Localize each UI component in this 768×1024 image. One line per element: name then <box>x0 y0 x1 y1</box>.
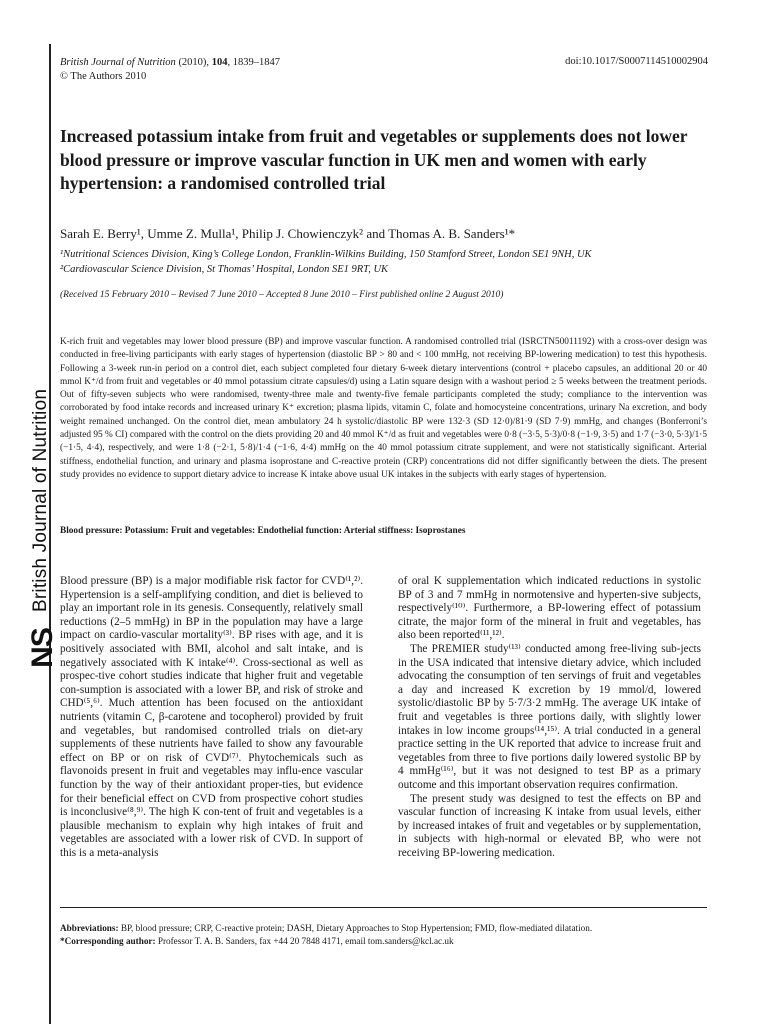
footnotes <box>60 922 707 948</box>
citation-pages: , 1839–1847 <box>227 57 280 68</box>
journal-logo <box>28 620 58 676</box>
doi: doi:10.1017/S0007114510002904 <box>565 56 708 67</box>
journal-sidebar <box>26 362 59 672</box>
abstract: K-rich fruit and vegetables may lower blood pressure (BP) and improve vascular function. A randomised controlled trial (ISRCTN50011192) with a cross-over design was conducted in free-living participants with early stages of hypertension (diastolic BP > 80 and < 100 mmHg, not receiving BP-lowering medication) to test this hypothesis. Following a 3-week run-in period on a control diet, each subject completed four dietary 6-week dietary interventions (control + placebo capsules, an additional 20 or 40 mmol K⁺/d from fruit and vegetables or 40 mmol potassium citrate capsules/d) using a Latin square design with a washout period ≥ 5 weeks between the treatment periods. Out of fifty-seven subjects who were randomised, twenty-three male and twenty-five female participants completed the study; compliance to the intervention was corroborated by food intake records and increased urinary K⁺ excretion; plasma lipids, vitamin C, folate and homocysteine concentrations, urinary Na excretion, and body weight remained unchanged. On the control diet, mean ambulatory 24 h systolic/diastolic BP were 132·3 (SD 12·0)/81·9 (SD 7·9) mmHg, and changes (Bonferroni’s adjusted 95 % CI) compared with the control on the diets providing 20 and 40 mmol K⁺/d as fruit and vegetables were 0·8 (−3·5, 5·3)/0·8 (−1·9, 3·5) and 1·7 (−3·0, 5·3)/1·5 (−1·5, 4·4), respectively, and were 1·8 (−2·1, 5·8)/1·4 (−1·6, 4·4) mmHg on the 40 mmol potassium citrate supplement, and were not statistically significant. Arterial stiffness, endothelial function, and urinary and plasma isoprostane and C-reactive protein (CRP) concentrations did not differ significantly between the diets. The present study provides no evidence to support dietary advice to increase K intake above usual UK intakes in the subjects with early stages of hypertension. <box>60 337 707 480</box>
footnote-divider <box>60 907 707 908</box>
citation-year: (2010), <box>178 57 210 68</box>
paragraph: Blood pressure (BP) is a major modifiable risk factor for CVD⁽¹,²⁾. Hypertension is a self-amplifying condition, and diet is believed to play an important role in its genesis. Consequently, relatively small reductions (2–5 mmHg) in BP in the population may have a large impact on cardio-vascular mortality⁽³⁾. BP rises with age, and it is positively associated with BMI, alcohol and salt intake, and is negatively associated with K intake⁽⁴⁾. Cross-sectional as well as prospec-tive cohort studies indicate that higher fruit and vegetable con-sumption is associated with a lower BP, and risk of stroke and CHD⁽⁵,⁶⁾. Much attention has been focused on the antioxidant nutrients (vitamin C, β-carotene and tocopherol) provided by fruit and vegetables, but randomised controlled trials on diet-ary supplements of these nutrients have failed to show any favourable effect on BP or on risk of CVD⁽⁷⁾. Phytochemicals such as flavonoids present in fruit and vegetables may influ-ence vascular function by the way of their antioxidant proper-ties, but evidence for their beneficial effect on CVD from prospective cohort studies is inconclusive⁽⁸,⁹⁾. The high K con-tent of fruit and vegetables is a plausible mechanism to explain why high intakes of fruit and vegetables are associated with a lower risk of CVD. In support of this is a meta-analysis <box>60 575 363 859</box>
paragraph: The PREMIER study⁽¹³⁾ conducted among free-living sub-jects in the USA indicated that intensive dietary advice, which included advocating the consumption of ten servings of fruit and vegetables a day and increased K excretion by 19 mmol/d, lowered systolic/diastolic BP by 5·7/3·2 mmHg. The average UK intake of fruit and vegetables is three portions daily, with slightly lower intakes in low income groups⁽¹⁴,¹⁵⁾. A trial conducted in a general practice setting in the UK reported that advice to increase fruit and vegetables from three to five portions daily lowered systolic BP by 4 mmHg⁽¹⁶⁾, but it was not designed to test BP as a primary outcome and this important observation requires confirmation. <box>398 642 701 791</box>
abbreviations-note <box>60 922 707 935</box>
journal-sidebar-name: British Journal of Nutrition <box>30 388 51 612</box>
body-column-right <box>398 575 701 860</box>
abbreviations-text: BP, blood pressure; CRP, C-reactive protein; DASH, Dietary Approaches to Stop Hypertension; FMD, flow-mediated dilatation. <box>118 923 593 933</box>
journal-logo-text: NS <box>26 628 59 668</box>
corresponding-author-text: Professor T. A. B. Sanders, fax +44 20 7848 4171, email tom.sanders@kcl.ac.uk <box>155 936 454 946</box>
citation-line <box>60 56 280 70</box>
corresponding-author-label: *Corresponding author: <box>60 936 156 946</box>
received-dates: (Received 15 February 2010 – Revised 7 June 2010 – Accepted 8 June 2010 – First published online 2 August 2010) <box>60 290 504 300</box>
citation-block <box>60 56 280 84</box>
paragraph: of oral K supplementation which indicated reductions in systolic BP of 3 and 7 mmHg in normotensive and hyperten-sive subjects, respectively⁽¹⁰⁾. Furthermore, a BP-lowering effect of potassium citrate, the major form of the mineral in fruit and vegetables, has also been reported⁽¹¹,¹²⁾. <box>398 575 701 642</box>
paragraph: The present study was designed to test the effects on BP and vascular function of increasing K intake from usual levels, either by increased intakes of fruit and vegetables or by supplementation, in subjects with high-normal or elevated BP, who were not receiving BP-lowering medication. <box>398 792 701 859</box>
article-title: Increased potassium intake from fruit and vegetables or supplements does not lower blood pressure or improve vascular function in UK men and women with early hypertension: a randomised controlled trial <box>60 126 688 193</box>
author-list: Sarah E. Berry¹, Umme Z. Mulla¹, Philip J. Chowienczyk² and Thomas A. B. Sanders¹* <box>60 226 516 241</box>
citation-journal: British Journal of Nutrition <box>60 57 176 68</box>
citation-volume: 104 <box>211 57 228 68</box>
affiliation-2: ²Cardiovascular Science Division, St Thomas’ Hospital, London SE1 9RT, UK <box>60 263 389 275</box>
affiliations <box>60 248 592 277</box>
corresponding-author-note <box>60 935 707 948</box>
abbreviations-label: Abbreviations: <box>60 923 119 933</box>
body-column-left <box>60 575 363 860</box>
copyright-line: © The Authors 2010 <box>60 71 147 82</box>
affiliation-1: ¹Nutritional Sciences Division, King’s College London, Franklin-Wilkins Building, 150 Stamford Street, London SE1 9NH, UK <box>60 249 592 260</box>
keywords: Blood pressure: Potassium: Fruit and vegetables: Endothelial function: Arterial stiffness: Isoprostanes <box>60 526 466 536</box>
